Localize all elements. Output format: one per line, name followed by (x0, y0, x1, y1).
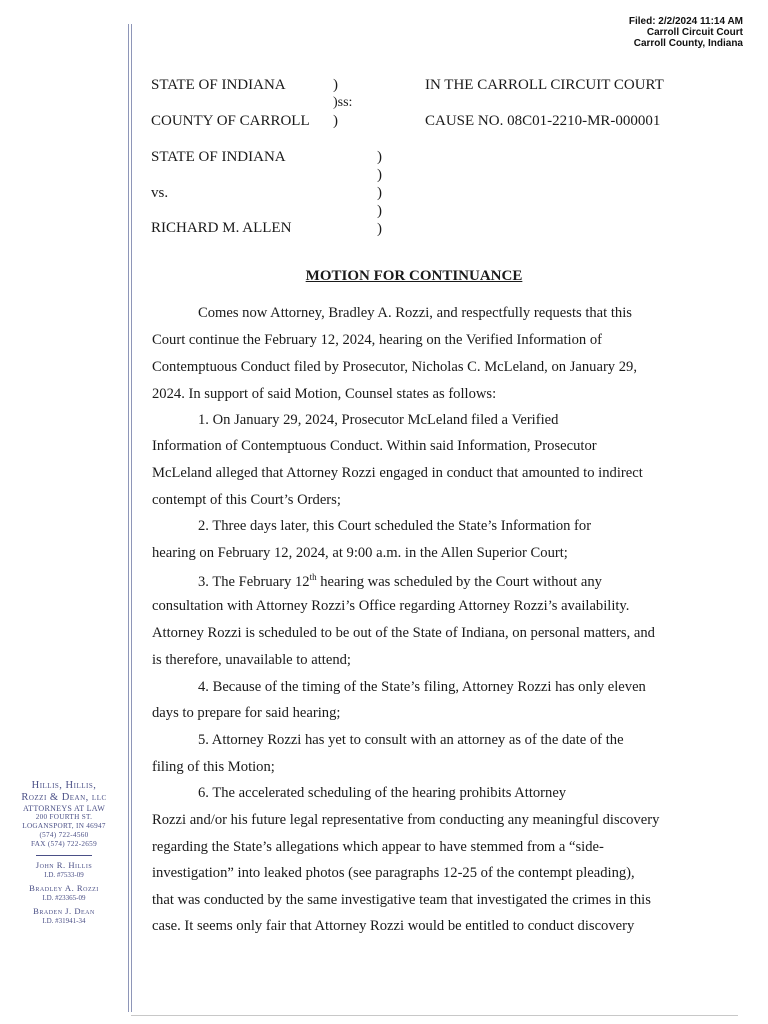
filed-court: Carroll Circuit Court (646, 27, 743, 38)
body-line: Rozzi and/or his future legal representative from conducting any meaningful discovery (152, 812, 660, 828)
body-line: regarding the State’s allegations which appear to have stemmed from a “side- (152, 839, 604, 855)
cause-number: CAUSE NO. 08C01-2210-MR-000001 (425, 113, 661, 129)
party-paren: ) (377, 203, 382, 219)
paragraph-5-line: 5. Attorney Rozzi has yet to consult with an attorney as of the date of the (198, 732, 624, 748)
paragraph-3-line (198, 572, 602, 591)
firm-divider (36, 855, 92, 856)
body-line: Attorney Rozzi is scheduled to be out of the State of Indiana, on personal matters, and (152, 625, 655, 641)
margin-line (128, 24, 129, 1012)
ss-label: )ss: (333, 95, 353, 110)
text-segment: hearing was scheduled by the Court without any (316, 573, 602, 590)
lawyer-id: I.D. #23365-09 (42, 894, 86, 902)
bottom-rule (131, 1015, 738, 1016)
firm-phone: (574) 722-4560 (39, 831, 89, 839)
body-line: hearing on February 12, 2024, at 9:00 a.m. in the Allen Superior Court; (152, 545, 568, 561)
body-line: Court continue the February 12, 2024, hearing on the Verified Information of (152, 332, 602, 348)
body-line: 2024. In support of said Motion, Counsel states as follows: (152, 386, 497, 402)
party-defendant: RICHARD M. ALLEN (151, 220, 292, 236)
firm-street: 200 FOURTH ST. (35, 813, 93, 821)
ss-paren-bottom: ) (333, 113, 338, 129)
firm-name-line1: Hillis, Hillis, (31, 780, 97, 791)
paragraph-4-line: 4. Because of the timing of the State’s filing, Attorney Rozzi has only eleven (198, 679, 646, 695)
state-label: STATE OF INDIANA (151, 77, 286, 93)
paragraph-6-line: 6. The accelerated scheduling of the hearing prohibits Attorney (198, 785, 567, 801)
motion-title: MOTION FOR CONTINUANCE (305, 268, 523, 284)
lawyer-id: I.D. #31941-34 (42, 917, 86, 925)
county-label: COUNTY OF CARROLL (151, 113, 310, 129)
body-line: that was conducted by the same investigative team that investigated the crimes in this (152, 892, 651, 908)
body-line: Information of Contemptuous Conduct. Within said Information, Prosecutor (152, 438, 597, 454)
party-paren: ) (377, 185, 382, 201)
ss-paren-top: ) (333, 77, 338, 93)
filed-date: Filed: 2/2/2024 11:14 AM (628, 16, 743, 27)
lawyer-id: I.D. #7533-09 (44, 871, 84, 879)
paragraph-1-line: 1. On January 29, 2024, Prosecutor McLeland filed a Verified (198, 412, 559, 428)
body-line: McLeland alleged that Attorney Rozzi engaged in conduct that amounted to indirect (152, 465, 643, 481)
lawyer-name: Braden J. Dean (33, 906, 95, 916)
filed-stamp (629, 16, 743, 49)
firm-city: LOGANSPORT, IN 46947 (22, 822, 106, 830)
body-line: investigation” into leaked photos (see paragraphs 12-25 of the contempt pleading), (152, 865, 635, 881)
paragraph-2-line: 2. Three days later, this Court scheduled the State’s Information for (198, 518, 592, 534)
superscript: th (309, 572, 317, 582)
firm-attorneys-label: ATTORNEYS AT LAW (22, 804, 106, 813)
body-line: Contemptuous Conduct filed by Prosecutor, Nicholas C. McLeland, on January 29, (152, 359, 637, 375)
party-paren: ) (377, 167, 382, 183)
law-firm-block (4, 780, 124, 925)
margin-line (131, 24, 132, 1012)
firm-fax: FAX (574) 722-2659 (31, 840, 97, 848)
party-paren: ) (377, 221, 382, 237)
filed-county: Carroll County, Indiana (633, 38, 743, 49)
firm-name-line2: Rozzi & Dean, llc (21, 792, 107, 803)
body-line: consultation with Attorney Rozzi’s Office regarding Attorney Rozzi’s availability. (152, 598, 630, 614)
court-name: IN THE CARROLL CIRCUIT COURT (425, 77, 664, 93)
body-line: contempt of this Court’s Orders; (152, 492, 341, 508)
party-paren: ) (377, 149, 382, 165)
body-line: days to prepare for said hearing; (152, 705, 341, 721)
body-line: case. It seems only fair that Attorney Rozzi would be entitled to conduct discovery (152, 918, 635, 934)
versus: vs. (151, 185, 169, 201)
party-plaintiff: STATE OF INDIANA (151, 149, 286, 165)
body-line: is therefore, unavailable to attend; (152, 652, 351, 668)
text-segment: 3. The February 12 (198, 573, 310, 590)
body-line: Comes now Attorney, Bradley A. Rozzi, and respectfully requests that this (198, 305, 632, 321)
body-line: filing of this Motion; (152, 759, 275, 775)
lawyer-name: Bradley A. Rozzi (29, 883, 99, 893)
lawyer-name: John R. Hillis (35, 860, 93, 870)
